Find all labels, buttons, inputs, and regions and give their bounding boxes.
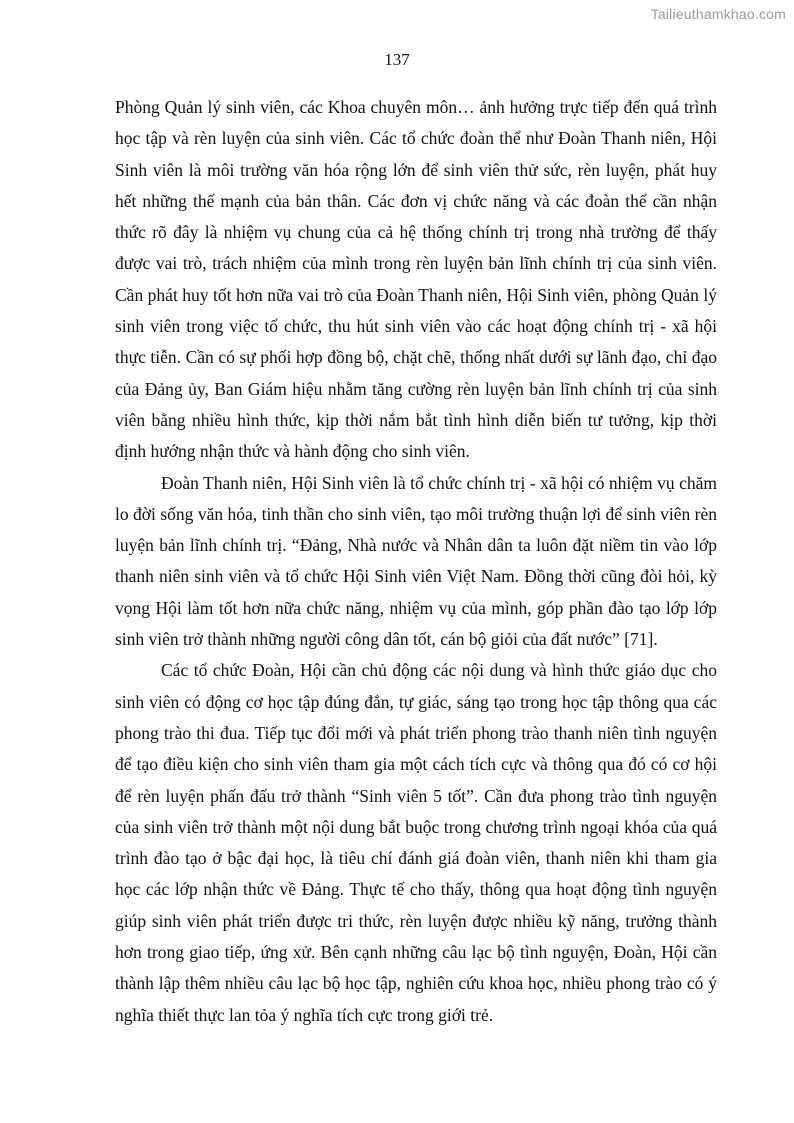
- paragraph-2: Đoàn Thanh niên, Hội Sinh viên là tổ chức chính trị - xã hội có nhiệm vụ chăm lo đời sống văn hóa, tinh thần cho sinh viên, tạo môi trường thuận lợi để sinh viên rèn luyện bản lĩnh chính trị. “Đảng, Nhà nước và Nhân dân ta luôn đặt niềm tin vào lớp thanh niên sinh viên và tổ chức Hội Sinh viên Việt Nam. Đồng thời cũng đòi hỏi, kỳ vọng Hội làm tốt hơn nữa chức năng, nhiệm vụ của mình, góp phần đào tạo lớp lớp sinh viên trở thành những người công dân tốt, cán bộ giỏi của đất nước” [71].: [115, 472, 717, 650]
- paragraph-1: Phòng Quản lý sinh viên, các Khoa chuyên môn… ảnh hưởng trực tiếp đến quá trình học tập và rèn luyện của sinh viên. Các tổ chức đoàn thể như Đoàn Thanh niên, Hội Sinh viên là môi trường văn hóa rộng lớn để sinh viên thử sức, rèn luyện, phát huy hết những thế mạnh của bản thân. Các đơn vị chức năng và các đoàn thể cần nhận thức rõ đây là nhiệm vụ chung của cả hệ thống chính trị trong nhà trường để thấy được vai trò, trách nhiệm của mình trong rèn luyện bản lĩnh chính trị của sinh viên. Cần phát huy tốt hơn nữa vai trò của Đoàn Thanh niên, Hội Sinh viên, phòng Quản lý sinh viên trong việc tổ chức, thu hút sinh viên vào các hoạt động chính trị - xã hội thực tiễn. Cần có sự phối hợp đồng bộ, chặt chẽ, thống nhất dưới sự lãnh đạo, chỉ đạo của Đảng ủy, Ban Giám hiệu nhằm tăng cường rèn luyện bản lĩnh chính trị của sinh viên bằng nhiều hình thức, kịp thời nắm bắt tình hình diễn biến tư tưởng, kịp thời định hướng nhận thức và hành động cho sinh viên.: [115, 97, 717, 462]
- page-number: 137: [384, 50, 410, 69]
- watermark-text: Tailieuthamkhao.com: [650, 6, 786, 22]
- document-body: [115, 92, 717, 1031]
- paragraph-3: Các tổ chức Đoàn, Hội cần chủ động các nội dung và hình thức giáo dục cho sinh viên có động cơ học tập đúng đắn, tự giác, sáng tạo trong học tập thông qua các phong trào thi đua. Tiếp tục đổi mới và phát triển phong trào thanh niên tình nguyện để tạo điều kiện cho sinh viên tham gia một cách tích cực và thông qua đó có cơ hội để rèn luyện phấn đấu trở thành “Sinh viên 5 tốt”. Cần đưa phong trào tình nguyện của sinh viên trở thành một nội dung bắt buộc trong chương trình ngoại khóa của quá trình đào tạo ở bậc đại học, là tiêu chí đánh giá đoàn viên, thanh niên khi tham gia học các lớp nhận thức về Đảng. Thực tế cho thấy, thông qua hoạt động tình nguyện giúp sinh viên phát triển được tri thức, rèn luyện được nhiều kỹ năng, trưởng thành hơn trong giao tiếp, ứng xử. Bên cạnh những câu lạc bộ tình nguyện, Đoàn, Hội cần thành lập thêm nhiều câu lạc bộ học tập, nghiên cứu khoa học, nhiều phong trào có ý nghĩa thiết thực lan tỏa ý nghĩa tích cực trong giới trẻ.: [115, 660, 717, 1025]
